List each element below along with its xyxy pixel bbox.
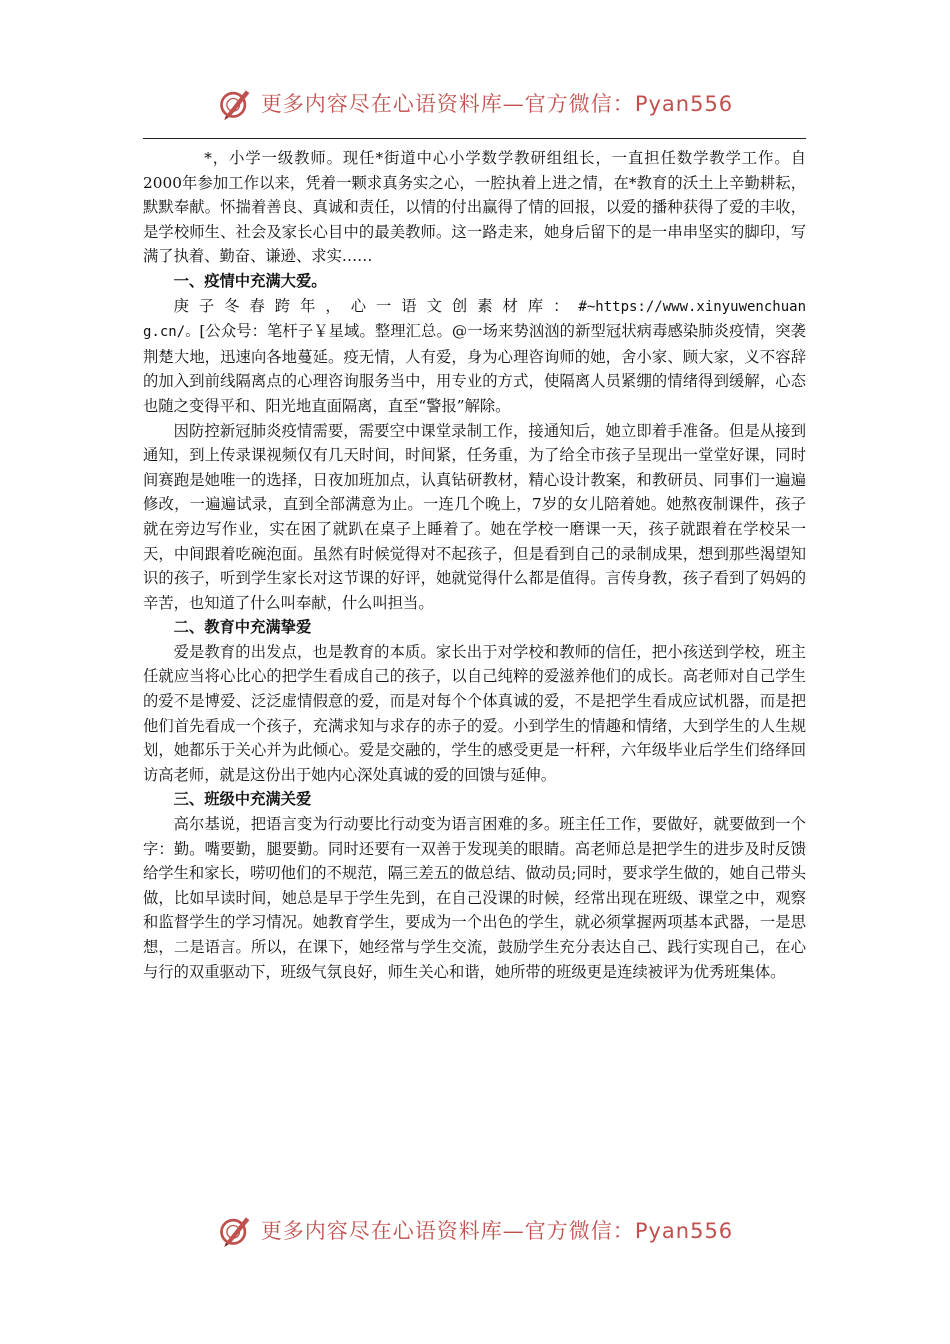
source-paragraph <box>143 294 806 419</box>
pen-logo-icon <box>217 1212 253 1248</box>
footer-wechat-id: Pyan556 <box>634 1219 734 1243</box>
paragraph-4: 高尔基说，把语言变为行动要比行动变为语言困难的多。班主任工作，要做好，就要做到一个字：勤。嘴要勤，腿要勤。同时还要有一双善于发现美的眼睛。高老师总是把学生的进步及时反馈给学生和家长，唠叨他们的不规范，隔三差五的做总结、做动员;同时，要求学生做的，她自己带头做，比如早读时间，她总是早于学生先到，在自己没课的时候，经常出现在班级、课堂之中，观察和监督学生的学习情况。她教育学生，要成为一个出色的学生，就必须掌握两项基本武器，一是思想，二是语言。所以，在课下，她经常与学生交流，鼓励学生充分表达自己、践行实现自己，在心与行的双重驱动下，班级气氛良好，师生关心和谐，她所带的班级更是连续被评为优秀班集体。 <box>143 815 806 981</box>
paragraph-3: 爱是教育的出发点，也是教育的本质。家长出于对学校和教师的信任，把小孩送到学校，班主任就应当将心比心的把学生看成自己的孩子，以自己纯粹的爱滋养他们的成长。高老师对自己学生的爱不是博爱、泛泛虚情假意的爱，而是对每个个体真诚的爱，不是把学生看成应试机器，而是把他们首先看成一个孩子，充满求知与求存的赤子的爱。小到学生的情趣和情绪，大到学生的人生规划，她都乐于关心并为此倾心。爱是交融的，学生的感受更是一杆秤，六年级毕业后学生们络绎回访高老师，就是这份出于她内心深处真诚的爱的回馈与延伸。 <box>143 642 806 784</box>
document-body <box>143 146 806 984</box>
footer-banner-label: 更多内容尽在心语资料库—官方微信： <box>260 1219 635 1243</box>
header-banner-text <box>261 88 733 118</box>
section-heading-2: 二、教育中充满挚爱 <box>173 618 312 637</box>
source-suffix: [公众号：笔杆子￥星域。整理汇总。@ <box>199 322 468 341</box>
header-rule <box>143 138 806 139</box>
section-heading-3: 三、班级中充满关爱 <box>173 790 312 809</box>
source-url: #~https://www.xinyuwenchuang.cn/。 <box>143 298 806 341</box>
source-prefix: 庚子冬春跨年，心一语文创素材库： <box>173 296 579 315</box>
footer-banner-text <box>261 1215 733 1245</box>
footer-banner <box>0 1210 950 1250</box>
header-banner-label: 更多内容尽在心语资料库—官方微信： <box>260 92 635 116</box>
para1-text: 一场来势汹汹的新型冠状病毒感染肺炎疫情，突袭荆楚大地，迅速向各地蔓延。疫无情，人有爱，身为心理咨询师的她，舍小家、顾大家，义不容辞的加入到前线隔离点的心理咨询服务当中，用专业的方式，使隔离人员紧绷的情绪得到缓解，心态也随之变得平和、阳光地直面隔离，直至“警报”解除。 <box>143 322 806 415</box>
paragraph-2: 因防控新冠肺炎疫情需要，需要空中课堂录制工作，接通知后，她立即着手准备。但是从接到通知，到上传录课视频仅有几天时间，时间紧，任务重，为了给全市孩子呈现出一堂堂好课，同时间赛跑是她唯一的选择，日夜加班加点，认真钻研教材，精心设计教案，和教研员、同事们一遍遍修改，一遍遍试录，直到全部满意为止。一连几个晚上，7岁的女儿陪着她。她熬夜制课件，孩子就在旁边写作业，实在困了就趴在桌子上睡着了。她在学校一磨课一天，孩子就跟着在学校呆一天，中间跟着吃碗泡面。虽然有时候觉得对不起孩子，但是看到自己的录制成果，想到那些渴望知识的孩子，听到学生家长对这节课的好评，她就觉得什么都是值得。言传身教，孩子看到了妈妈的辛苦，也知道了什么叫奉献，什么叫担当。 <box>143 421 806 612</box>
pen-logo-icon <box>217 85 253 121</box>
header-wechat-id: Pyan556 <box>634 92 734 116</box>
header-banner-inner <box>217 85 733 121</box>
section-heading-1: 一、疫情中充满大爱。 <box>173 271 327 290</box>
footer-banner-inner <box>217 1212 733 1248</box>
intro-paragraph: *，小学一级教师。现任*街道中心小学数学教研组组长，一直担任数学教学工作。自2000年参加工作以来，凭着一颗求真务实之心，一腔执着上进之情，在*教育的沃土上辛勤耕耘，默默奉献。怀揣着善良、真诚和责任，以情的付出赢得了情的回报，以爱的播种获得了爱的丰收，是学校师生、社会及家长心目中的最美教师。这一路走来，她身后留下的是一串串坚实的脚印，写满了执着、勤奋、谦逊、求实…… <box>143 149 806 266</box>
header-banner <box>0 83 950 123</box>
